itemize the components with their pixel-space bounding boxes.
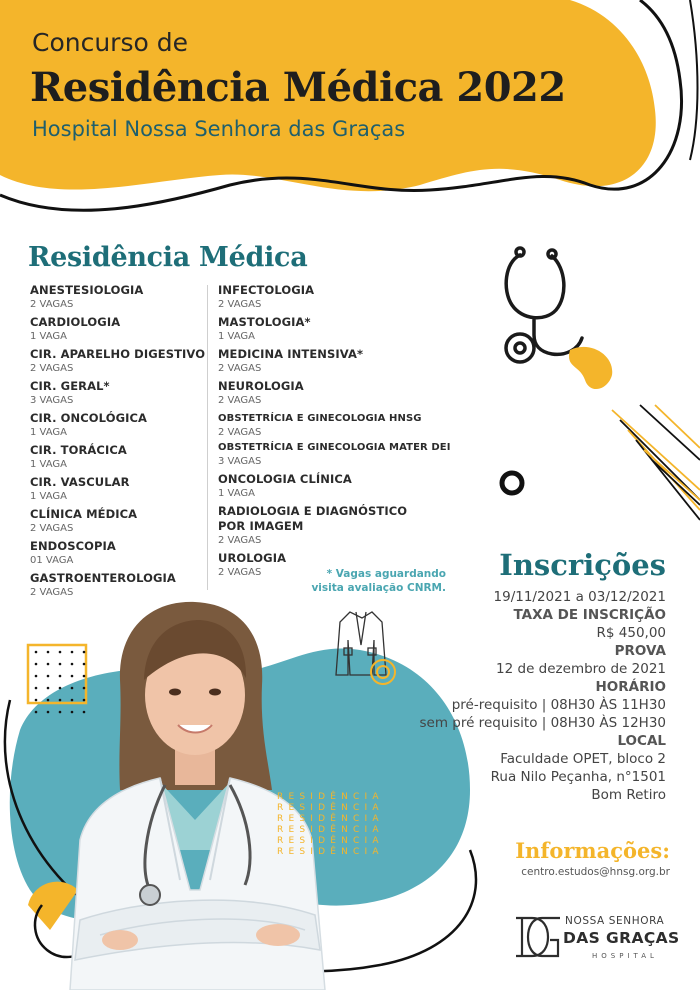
specialty-name: GASTROENTEROLOGIA	[30, 571, 176, 585]
specialty-vagas: 1 VAGA	[218, 488, 255, 499]
specialty-name: CIR. TORÁCICA	[30, 443, 127, 457]
specialty-item	[218, 347, 458, 376]
specialty-item	[218, 315, 458, 344]
specialty-item	[218, 440, 458, 469]
residencia-repeat-line: RESIDÊNCIA	[277, 814, 384, 824]
header-pre-title: Concurso de	[32, 28, 188, 57]
specialty-name: OBSTETRÍCIA E GINECOLOGIA MATER DEI	[218, 442, 451, 453]
black-ring-icon	[502, 473, 522, 493]
specialty-name: ANESTESIOLOGIA	[30, 283, 144, 297]
specialty-item	[30, 443, 205, 472]
residencia-repeat-line: RESIDÊNCIA	[277, 847, 384, 857]
horario-1: pré-requisito | 08H30 ÀS 11H30	[451, 697, 666, 713]
local-2: Rua Nilo Peçanha, n°1501	[490, 769, 666, 785]
specialty-name: ONCOLOGIA CLÍNICA	[218, 472, 352, 486]
specialty-vagas: 2 VAGAS	[30, 587, 74, 598]
specialties-title: Residência Médica	[28, 242, 308, 273]
header-subtitle: Hospital Nossa Senhora das Graças	[32, 117, 406, 141]
local-label: LOCAL	[617, 733, 666, 749]
specialty-item	[218, 472, 458, 501]
specialty-name: CARDIOLOGIA	[30, 315, 121, 329]
specialty-vagas: 2 VAGAS	[218, 395, 262, 406]
specialty-item	[30, 347, 205, 376]
doctor-illustration	[40, 590, 340, 990]
specialty-item	[30, 539, 205, 568]
logo-line3: HOSPITAL	[592, 952, 658, 960]
specialty-item	[218, 283, 458, 312]
specialty-name: CIR. GERAL*	[30, 379, 110, 393]
specialty-vagas: 2 VAGAS	[30, 299, 74, 310]
specialty-name: RADIOLOGIA E DIAGNÓSTICO	[218, 504, 408, 518]
specialty-name: CLÍNICA MÉDICA	[30, 507, 138, 521]
horario-2: sem pré requisito | 08H30 ÀS 12H30	[419, 715, 666, 731]
specialty-vagas: 2 VAGAS	[218, 427, 262, 438]
specialty-name: ENDOSCOPIA	[30, 539, 116, 553]
stethoscope-yellow-accent	[569, 347, 612, 389]
specialty-name: NEUROLOGIA	[218, 379, 304, 393]
residencia-repeat-line: RESIDÊNCIA	[277, 836, 384, 846]
local-1: Faculdade OPET, bloco 2	[500, 751, 666, 767]
specialty-vagas: 01 VAGA	[30, 555, 74, 566]
horario-label: HORÁRIO	[595, 679, 666, 695]
specialty-vagas: 3 VAGAS	[30, 395, 74, 406]
specialty-item	[30, 379, 205, 408]
specialty-vagas: 1 VAGA	[30, 427, 67, 438]
specialty-vagas: 3 VAGAS	[218, 456, 262, 467]
specialty-name: CIR. ONCOLÓGICA	[30, 411, 148, 425]
column-divider	[207, 285, 208, 590]
specialty-name: OBSTETRÍCIA E GINECOLOGIA HNSG	[218, 413, 422, 424]
specialties-left-column	[30, 283, 205, 603]
specialty-item	[30, 507, 205, 536]
specialty-vagas: 2 VAGAS	[218, 567, 262, 578]
specialty-name: CIR. VASCULAR	[30, 475, 130, 489]
header-title: Residência Médica 2022	[30, 64, 566, 111]
specialty-vagas: 2 VAGAS	[218, 299, 262, 310]
right-side-line	[690, 0, 698, 160]
specialties-right-column	[218, 283, 458, 583]
inscricoes-title: Inscrições	[499, 548, 666, 582]
residencia-repeat-line: RESIDÊNCIA	[277, 803, 384, 813]
specialty-item	[218, 504, 458, 548]
prova-label: PROVA	[614, 643, 666, 659]
specialty-vagas: 1 VAGA	[30, 459, 67, 470]
logo-line1: NOSSA SENHORA	[565, 915, 665, 927]
residencia-repeat-line: RESIDÊNCIA	[277, 825, 384, 835]
specialty-name: MASTOLOGIA*	[218, 315, 311, 329]
inscricoes-dates: 19/11/2021 a 03/12/2021	[493, 589, 666, 605]
logo-line2: DAS GRAÇAS	[563, 929, 680, 947]
specialty-vagas: 2 VAGAS	[30, 363, 74, 374]
specialty-vagas: 2 VAGAS	[218, 535, 262, 546]
specialty-item	[30, 411, 205, 440]
specialty-vagas: 2 VAGAS	[218, 363, 262, 374]
contact-email[interactable]: centro.estudos@hnsg.org.br	[521, 866, 670, 878]
taxa-label: TAXA DE INSCRIÇÃO	[513, 607, 666, 623]
specialty-vagas: 1 VAGA	[30, 491, 67, 502]
specialty-name-line2: POR IMAGEM	[218, 519, 304, 533]
specialty-item	[30, 283, 205, 312]
specialty-item	[30, 475, 205, 504]
local-3: Bom Retiro	[591, 787, 666, 803]
informacoes-title: Informações:	[515, 838, 670, 863]
residencia-repeat-text	[277, 792, 407, 858]
cnrm-note-line1: * Vagas aguardando	[326, 568, 446, 580]
stethoscope-icon	[506, 248, 582, 362]
prova-value: 12 de dezembro de 2021	[496, 661, 666, 677]
cnrm-note-line2: visita avaliação CNRM.	[311, 582, 446, 594]
specialty-name: MEDICINA INTENSIVA*	[218, 347, 364, 361]
specialty-item	[218, 411, 458, 440]
specialty-item	[218, 379, 458, 408]
diagonal-stripes	[612, 405, 700, 520]
specialty-vagas: 1 VAGA	[30, 331, 67, 342]
specialty-item	[30, 315, 205, 344]
specialty-item	[30, 571, 205, 600]
specialty-name: CIR. APARELHO DIGESTIVO	[30, 347, 206, 361]
inscricoes-details	[346, 588, 666, 804]
specialty-name: UROLOGIA	[218, 551, 287, 565]
specialty-vagas: 1 VAGA	[218, 331, 255, 342]
specialty-vagas: 2 VAGAS	[30, 523, 74, 534]
residencia-repeat-line: RESIDÊNCIA	[277, 792, 384, 802]
specialty-name: INFECTOLOGIA	[218, 283, 315, 297]
taxa-value: R$ 450,00	[596, 625, 666, 641]
